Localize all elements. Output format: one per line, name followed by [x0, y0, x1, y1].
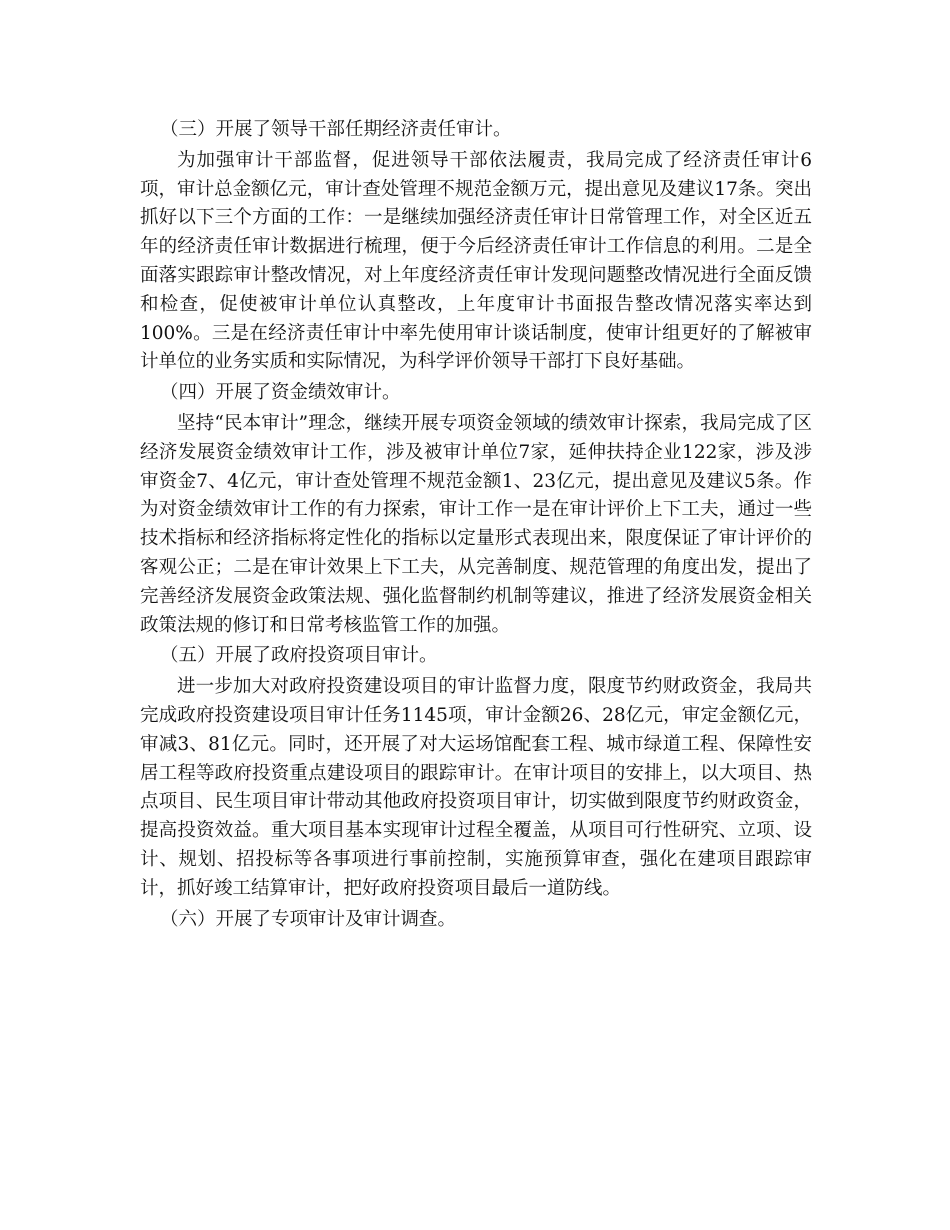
section-heading-4: （四）开展了资金绩效审计。: [160, 382, 401, 404]
section-paragraph-3: 为加强审计干部监督，促进领导干部依法履责，我局完成了经济责任审计6项，审计总金额亿元，审计查处管理不规范金额万元，提出意见及建议17条。突出抓好以下三个方面的工作：一是继续加强经济责任审计日常管理工作，对全区近五年的经济责任审计数据进行梳理，便于今后经济责任审计工作信息的利用。二是全面落实跟踪审计整改情况，对上年度经济责任审计发现问题整改情况进行全面反馈和检查，促使被审计单位认真整改，上年度审计书面报告整改情况落实率达到100%。三是在经济责任审计中率先使用审计谈话制度，使审计组更好的了解被审计单位的业务实质和实际情况，为科学评价领导干部打下良好基础。: [140, 149, 812, 373]
document-body: [140, 116, 812, 936]
section-paragraph-5: 进一步加大对政府投资建设项目的审计监督力度，限度节约财政资金，我局共完成政府投资建设项目审计任务1145项，审计金额26、28亿元，审定金额亿元，审减3、81亿元。同时，还开展了对大运场馆配套工程、城市绿道工程、保障性安居工程等政府投资重点建设项目的跟踪审计。在审计项目的安排上，以大项目、热点项目、民生项目审计带动其他政府投资项目审计，切实做到限度节约财政资金，提高投资效益。重大项目基本实现审计过程全覆盖，从项目可行性研究、立项、设计、规划、招投标等各事项进行事前控制，实施预算审查，强化在建项目跟踪审计，抓好竣工结算审计，把好政府投资项目最后一道防线。: [140, 676, 812, 899]
section-heading-3: （三）开展了领导干部任期经济责任审计。: [160, 119, 512, 140]
section-heading-5: （五）开展了政府投资项目审计。: [160, 645, 438, 667]
section-paragraph-4: 坚持“民本审计”理念，继续开展专项资金领域的绩效审计探索，我局完成了区经济发展资金绩效审计工作，涉及被审计单位7家，延伸扶持企业122家，涉及涉审资金7、4亿元，审计查处管理不规范金额1、23亿元，提出意见及建议5条。作为对资金绩效审计工作的有力探索，审计工作一是在审计评价上下工夫，通过一些技术指标和经济指标将定性化的指标以定量形式表现出来，限度保证了审计评价的客观公正；二是在审计效果上下工夫，从完善制度、规范管理的角度出发，提出了完善经济发展资金政策法规、强化监督制约机制等建议，推进了经济发展资金相关政策法规的修订和日常考核监管工作的加强。: [140, 412, 812, 636]
section-heading-6: （六）开展了专项审计及审计调查。: [160, 908, 457, 930]
